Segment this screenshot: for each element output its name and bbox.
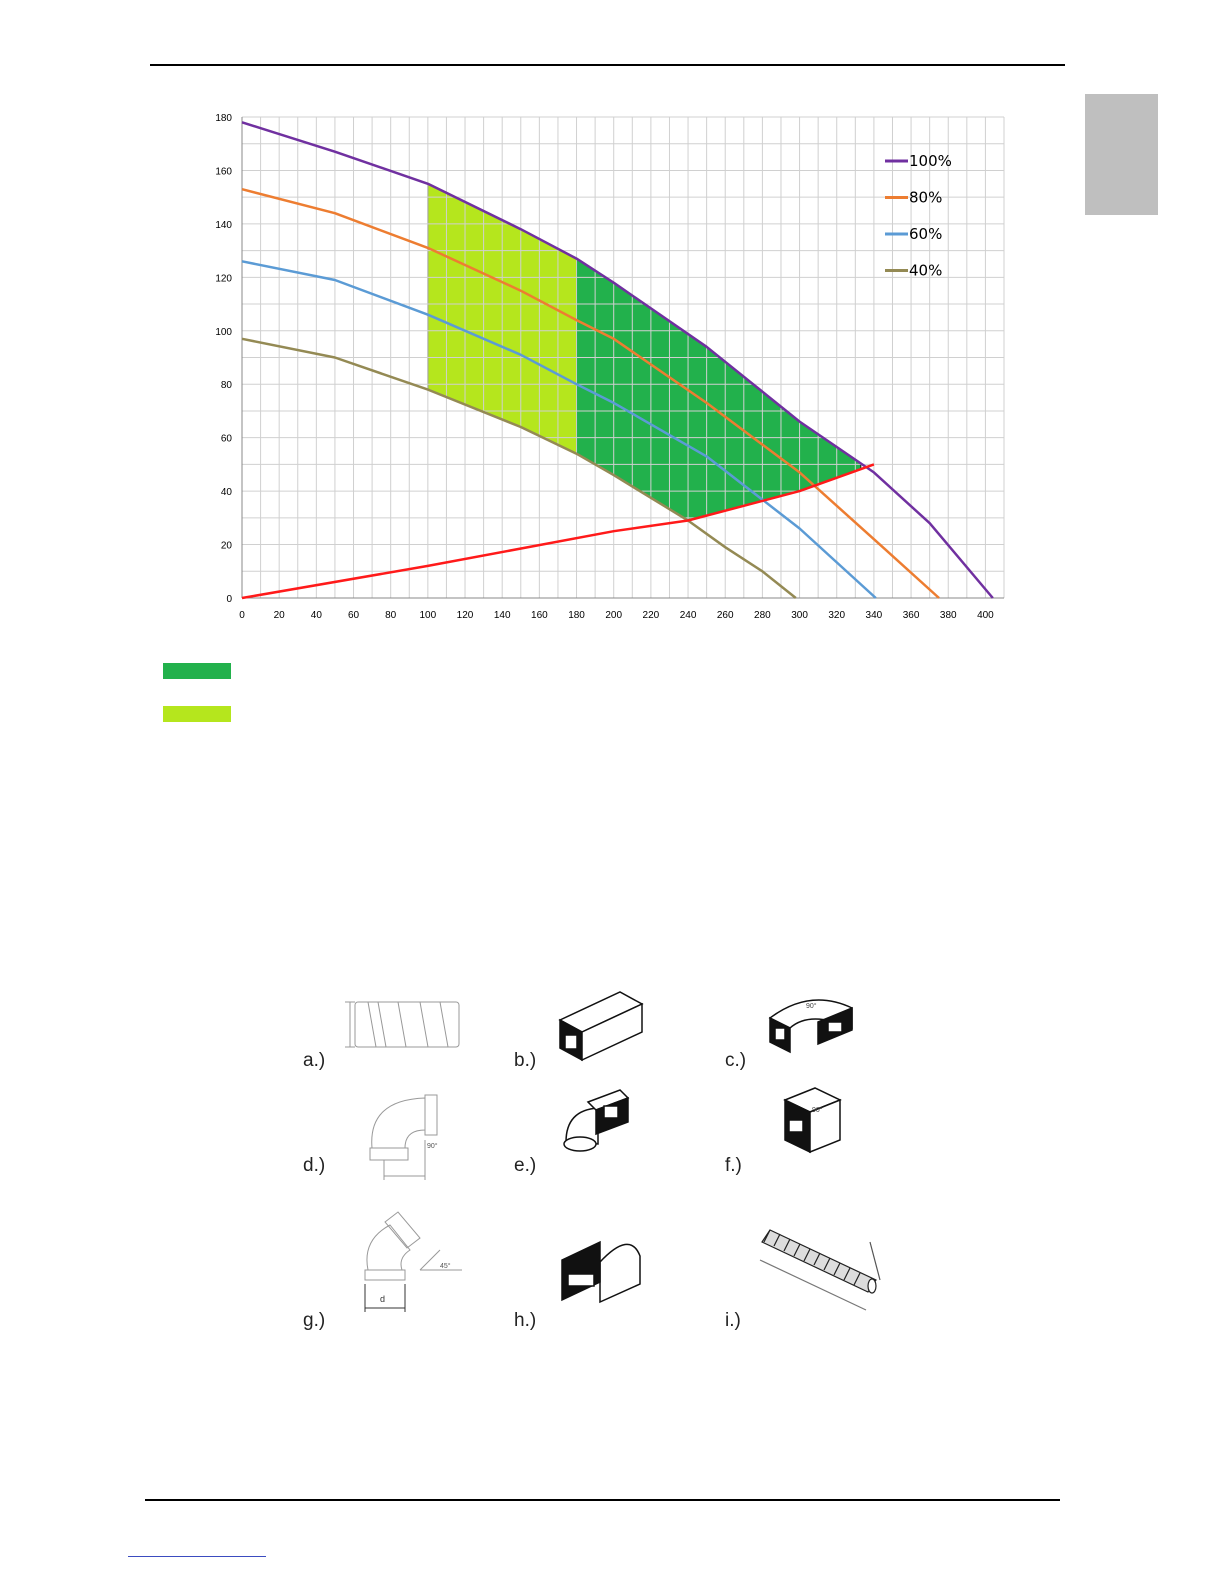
x-tick-label: 120 xyxy=(456,610,474,621)
spiral-duct-icon xyxy=(345,1002,459,1047)
fitting-label-b: b.) xyxy=(514,1050,537,1071)
fan-performance-chart xyxy=(0,0,1225,640)
x-tick-label: 360 xyxy=(902,610,920,621)
x-tick-label: 260 xyxy=(716,610,734,621)
fitting-label-a: a.) xyxy=(303,1050,326,1071)
vertical-bend-90-icon xyxy=(785,1088,840,1152)
y-tick-label: 160 xyxy=(215,166,232,178)
x-tick-label: 300 xyxy=(791,610,808,621)
x-tick-label: 80 xyxy=(385,610,397,621)
x-tick-label: 400 xyxy=(977,610,994,621)
y-tick-label: 80 xyxy=(220,380,232,392)
rectangular-duct-icon xyxy=(560,992,642,1060)
y-tick-label: 120 xyxy=(215,273,232,285)
footer-rule xyxy=(145,1499,1060,1501)
y-tick-label: 180 xyxy=(215,113,232,124)
x-tick-label: 240 xyxy=(679,610,697,621)
y-tick-label: 40 xyxy=(220,487,232,499)
chart-grid xyxy=(242,117,1004,598)
fitting-label-h: h.) xyxy=(514,1310,537,1331)
x-tick-label: 40 xyxy=(310,610,322,621)
fitting-label-g: g.) xyxy=(303,1310,326,1331)
flexible-duct-icon xyxy=(760,1230,880,1310)
flat-bend-90-icon xyxy=(770,1000,852,1052)
svg-text:90°: 90° xyxy=(812,1107,823,1114)
x-tick-label: 280 xyxy=(754,610,771,621)
legend-label: 80% xyxy=(909,188,943,207)
y-tick-label: 100 xyxy=(215,326,232,338)
x-tick-label: 200 xyxy=(605,610,623,621)
round-elbow-45-icon xyxy=(365,1212,462,1312)
x-tick-label: 20 xyxy=(273,610,285,621)
y-tick-label: 60 xyxy=(220,433,232,445)
svg-text:90°: 90° xyxy=(427,1143,438,1150)
x-tick-label: 160 xyxy=(531,610,548,621)
legend-swatch-dark-green xyxy=(163,663,231,679)
footer-link-underline[interactable] xyxy=(128,1556,266,1557)
legend-label: 100% xyxy=(909,152,952,170)
fitting-label-d: d.) xyxy=(303,1155,326,1176)
y-tick-label: 140 xyxy=(215,219,232,231)
legend-label: 60% xyxy=(909,225,943,243)
fitting-label-c: c.) xyxy=(725,1050,747,1071)
fitting-label-e: e.) xyxy=(514,1155,537,1176)
x-tick-label: 220 xyxy=(642,610,660,621)
svg-text:d: d xyxy=(380,1294,386,1304)
rect-to-round-elbow-icon xyxy=(564,1090,628,1151)
svg-text:90°: 90° xyxy=(806,1003,817,1010)
y-tick-label: 0 xyxy=(226,594,232,605)
chart-legend xyxy=(885,152,952,280)
rect-to-round-adapter-icon xyxy=(562,1242,640,1302)
legend-swatch-light-green xyxy=(163,706,231,722)
x-tick-label: 140 xyxy=(493,610,511,621)
x-tick-label: 380 xyxy=(939,610,957,621)
x-tick-label: 340 xyxy=(865,610,883,621)
x-tick-label: 320 xyxy=(828,610,846,621)
x-tick-label: 60 xyxy=(347,610,360,621)
x-tick-label: 180 xyxy=(568,610,585,621)
svg-text:45°: 45° xyxy=(440,1263,451,1270)
y-tick-label: 20 xyxy=(220,540,232,552)
fitting-label-i: i.) xyxy=(725,1310,741,1331)
duct-fittings-figure xyxy=(0,980,1225,1340)
legend-label: 40% xyxy=(909,261,943,280)
x-tick-label: 100 xyxy=(419,610,437,621)
round-elbow-90-icon xyxy=(370,1095,438,1180)
fitting-label-f: f.) xyxy=(725,1155,742,1176)
x-tick-label: 0 xyxy=(239,610,245,621)
